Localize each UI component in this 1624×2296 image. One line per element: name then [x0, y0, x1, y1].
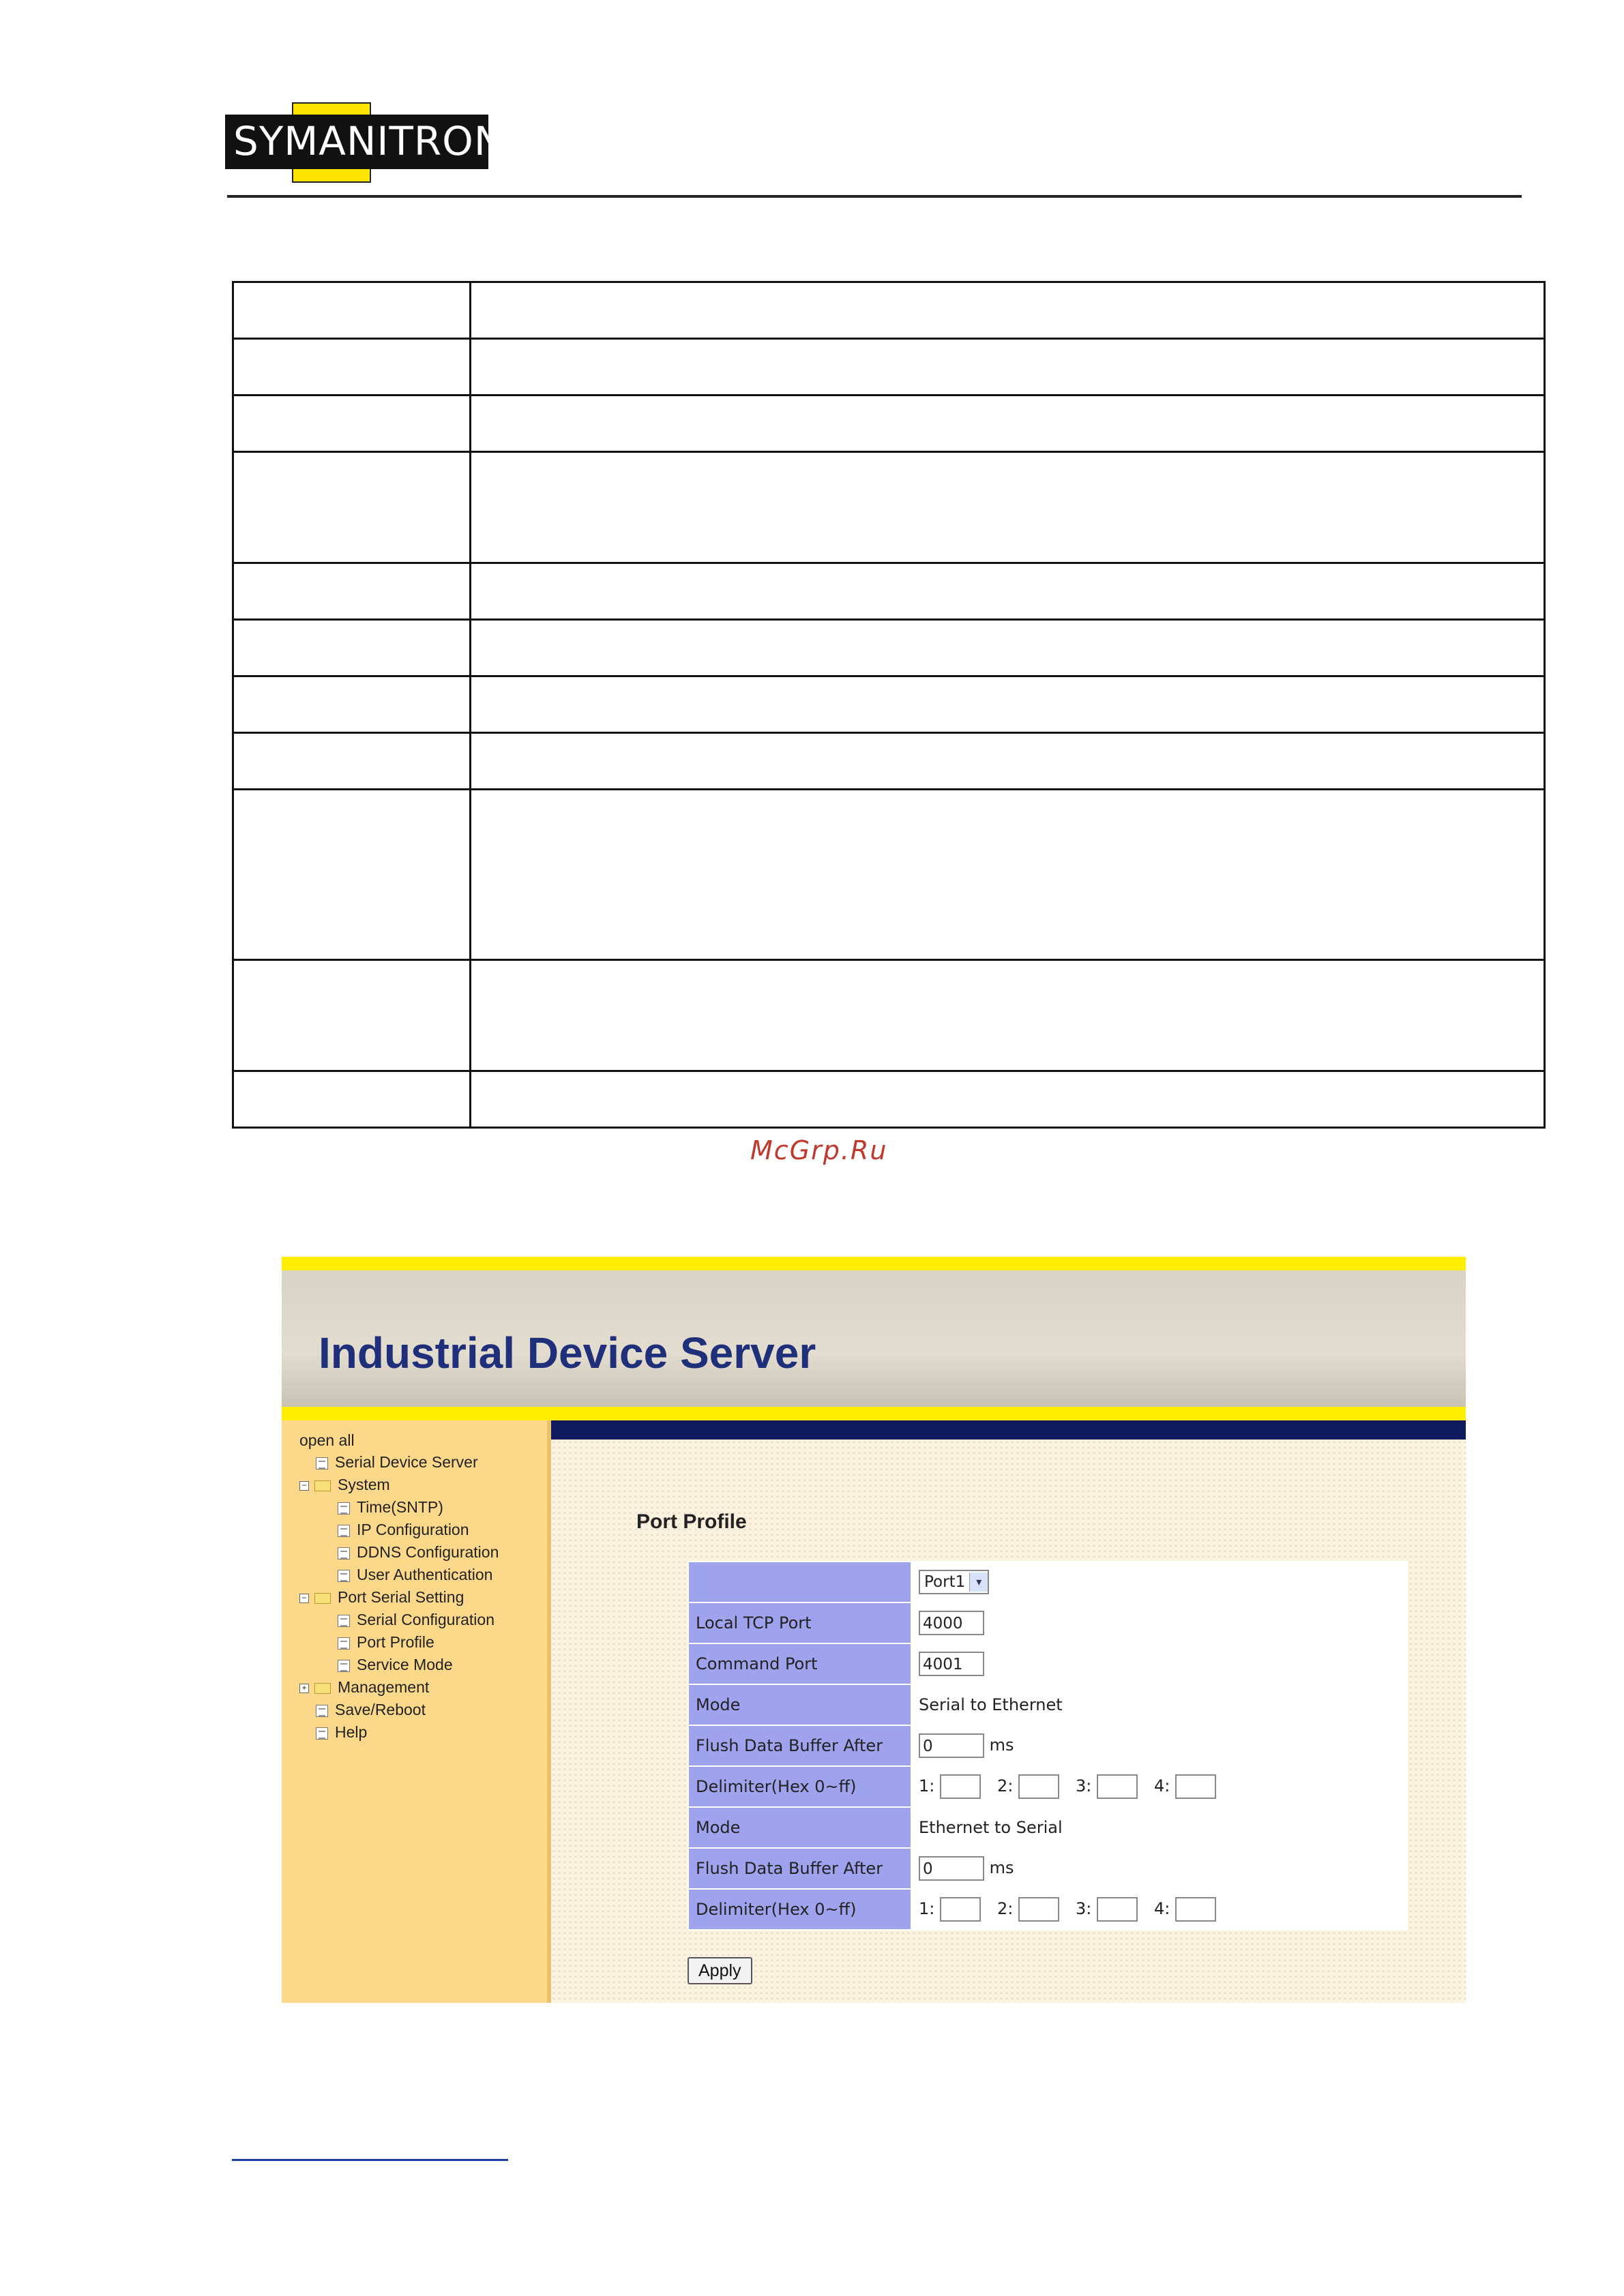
delimiter-4-label: 4:: [1154, 1899, 1170, 1918]
tree-item-user-authentication[interactable]: [338, 1564, 492, 1585]
tree-item-help[interactable]: [316, 1722, 367, 1742]
tree-item-label: System: [338, 1476, 390, 1493]
table-cell: [233, 339, 471, 396]
table-row: [233, 676, 1545, 733]
page-icon: [338, 1547, 350, 1560]
footer-rule: [232, 2159, 508, 2161]
tree-item-serial-configuration[interactable]: [338, 1609, 494, 1630]
logo-text: SYMANITRON: [233, 118, 505, 164]
delimiter-3-label: 3:: [1076, 1776, 1092, 1795]
page-icon: [338, 1570, 350, 1582]
page-icon: [338, 1502, 350, 1515]
page-icon: [338, 1660, 350, 1672]
table-row: [688, 1562, 1407, 1602]
table-row: [233, 1071, 1545, 1128]
delimiter-label: Delimiter(Hex 0~ff): [688, 1889, 911, 1930]
banner: [282, 1270, 1466, 1407]
top-yellow-bar: [282, 1257, 1466, 1270]
table-cell: [233, 733, 471, 790]
port-select-cell: [911, 1562, 1407, 1602]
tree-item-time-sntp[interactable]: [338, 1497, 443, 1517]
tree-item-label: IP Configuration: [357, 1521, 469, 1538]
table-row: [688, 1684, 1407, 1725]
table-row: [233, 339, 1545, 396]
table-cell: [471, 396, 1545, 452]
tree-item-management[interactable]: [299, 1677, 429, 1697]
sidebar-tree: [282, 1420, 551, 2003]
flush-buffer-input[interactable]: 0: [919, 1733, 984, 1758]
mode-value: Serial to Ethernet: [911, 1684, 1407, 1725]
table-row: [233, 452, 1545, 563]
mode-label: Mode: [688, 1684, 911, 1725]
expand-icon[interactable]: +: [299, 1684, 309, 1693]
delimiter-4-input[interactable]: [1175, 1897, 1216, 1922]
command-port-input[interactable]: 4001: [919, 1652, 984, 1676]
local-tcp-port-label: Local TCP Port: [688, 1602, 911, 1643]
tree-item-label: Serial Configuration: [357, 1611, 495, 1628]
delimiter-cell: [911, 1766, 1407, 1807]
table-row: [233, 733, 1545, 790]
delimiter-4-input[interactable]: [1175, 1774, 1216, 1799]
delimiter-3-input[interactable]: [1097, 1897, 1138, 1922]
delimiter-1-input[interactable]: [940, 1774, 981, 1799]
port-profile-form: [688, 1561, 1408, 1930]
table-cell: [233, 620, 471, 676]
flush-buffer-cell: [911, 1725, 1407, 1766]
delimiter-1-label: 1:: [919, 1776, 935, 1795]
delimiter-2-label: 2:: [997, 1899, 1014, 1918]
tree-item-ddns-configuration[interactable]: [338, 1542, 499, 1562]
table-cell: [471, 790, 1545, 960]
delimiter-cell: [911, 1889, 1407, 1930]
header-rule: [227, 195, 1522, 198]
tree-item-port-serial-setting[interactable]: [299, 1587, 464, 1607]
delimiter-3-label: 3:: [1076, 1899, 1092, 1918]
banner-title: Industrial Device Server: [319, 1328, 816, 1377]
flush-buffer-label: Flush Data Buffer After: [688, 1725, 911, 1766]
tree-item-label: Help: [335, 1723, 368, 1741]
navy-header-bar: [551, 1420, 1466, 1440]
tree-item-label: DDNS Configuration: [357, 1543, 499, 1561]
table-row: [688, 1766, 1407, 1807]
page-icon: [338, 1615, 350, 1627]
tree-item-ip-configuration[interactable]: [338, 1519, 469, 1540]
table-cell: [233, 790, 471, 960]
table-cell: [233, 396, 471, 452]
folder-open-icon: [314, 1480, 331, 1491]
table-cell: [471, 676, 1545, 733]
page-icon: [316, 1457, 328, 1470]
delimiter-2-label: 2:: [997, 1776, 1014, 1795]
delimiter-1-label: 1:: [919, 1899, 935, 1918]
port-select-value: Port1: [924, 1573, 966, 1591]
command-port-label: Command Port: [688, 1643, 911, 1684]
page-icon: [316, 1727, 328, 1740]
command-port-cell: [911, 1643, 1407, 1684]
page-icon: [316, 1705, 328, 1717]
page-icon: [338, 1525, 350, 1537]
tree-item-system[interactable]: [299, 1474, 390, 1495]
mid-yellow-bar: [282, 1407, 1466, 1420]
table-row: [688, 1889, 1407, 1930]
tree-item-label: User Authentication: [357, 1566, 493, 1583]
table-cell: [233, 960, 471, 1071]
table-cell: [471, 620, 1545, 676]
delimiter-2-input[interactable]: [1018, 1774, 1059, 1799]
delimiter-2-input[interactable]: [1018, 1897, 1059, 1922]
local-tcp-port-cell: [911, 1602, 1407, 1643]
table-cell: [471, 452, 1545, 563]
table-row: [233, 396, 1545, 452]
table-cell: [233, 1071, 471, 1128]
collapse-icon[interactable]: −: [299, 1481, 309, 1491]
flush-buffer-cell: [911, 1848, 1407, 1889]
flush-buffer-unit: ms: [989, 1735, 1014, 1755]
main-content: [551, 1440, 1466, 2003]
table-row: [233, 620, 1545, 676]
empty-label-cell: [688, 1562, 911, 1602]
flush-buffer-unit: ms: [989, 1858, 1014, 1877]
flush-buffer-label: Flush Data Buffer After: [688, 1848, 911, 1889]
table-cell: [471, 733, 1545, 790]
delimiter-label: Delimiter(Hex 0~ff): [688, 1766, 911, 1807]
page-title: Port Profile: [636, 1510, 747, 1533]
symanitron-logo: [225, 102, 505, 183]
tree-item-label: Port Profile: [357, 1633, 434, 1651]
page-icon: [338, 1637, 350, 1650]
delimiter-3-input[interactable]: [1097, 1774, 1138, 1799]
tree-item-label: Management: [338, 1678, 430, 1696]
table-cell: [233, 676, 471, 733]
tree-item-save-reboot[interactable]: [316, 1699, 426, 1720]
tree-item-label: Service Mode: [357, 1656, 453, 1673]
apply-button[interactable]: Apply: [688, 1957, 752, 1984]
table-cell: [471, 960, 1545, 1071]
tree-item-label: Time(SNTP): [357, 1498, 443, 1516]
open-all-link[interactable]: open all: [299, 1431, 355, 1449]
collapse-icon[interactable]: −: [299, 1594, 309, 1603]
table-cell: [233, 563, 471, 620]
table-row: [688, 1725, 1407, 1766]
tree-item-label: Save/Reboot: [335, 1701, 426, 1718]
delimiter-4-label: 4:: [1154, 1776, 1170, 1795]
table-row: [688, 1848, 1407, 1889]
table-row: [233, 563, 1545, 620]
table-row: [233, 790, 1545, 960]
table-cell: [471, 563, 1545, 620]
port-select[interactable]: [919, 1570, 989, 1594]
tree-item-label: Serial Device Server: [335, 1453, 478, 1471]
table-row: [688, 1643, 1407, 1684]
table-cell: [471, 282, 1545, 339]
table-row: [233, 960, 1545, 1071]
mode-label: Mode: [688, 1807, 911, 1848]
folder-closed-icon: [314, 1683, 331, 1694]
table-cell: [233, 282, 471, 339]
table-cell: [233, 452, 471, 563]
table-row: [688, 1807, 1407, 1848]
device-server-screenshot: [282, 1257, 1466, 2003]
tree-item-port-profile[interactable]: [338, 1632, 434, 1652]
delimiter-1-input[interactable]: [940, 1897, 981, 1922]
watermark-text: McGrp.Ru: [750, 1135, 888, 1165]
chevron-down-icon[interactable]: ▾: [969, 1572, 988, 1592]
table-cell: [471, 1071, 1545, 1128]
folder-open-icon: [314, 1593, 331, 1604]
mode-value: Ethernet to Serial: [911, 1807, 1407, 1848]
document-table: [232, 281, 1546, 1129]
tree-item-label: Port Serial Setting: [338, 1588, 464, 1606]
table-row: [233, 282, 1545, 339]
table-cell: [471, 339, 1545, 396]
table-row: [688, 1602, 1407, 1643]
tree-item-service-mode[interactable]: [338, 1654, 453, 1675]
flush-buffer-input[interactable]: 0: [919, 1856, 984, 1881]
tree-item-serial-device-server[interactable]: [316, 1452, 478, 1472]
local-tcp-port-input[interactable]: 4000: [919, 1611, 984, 1635]
